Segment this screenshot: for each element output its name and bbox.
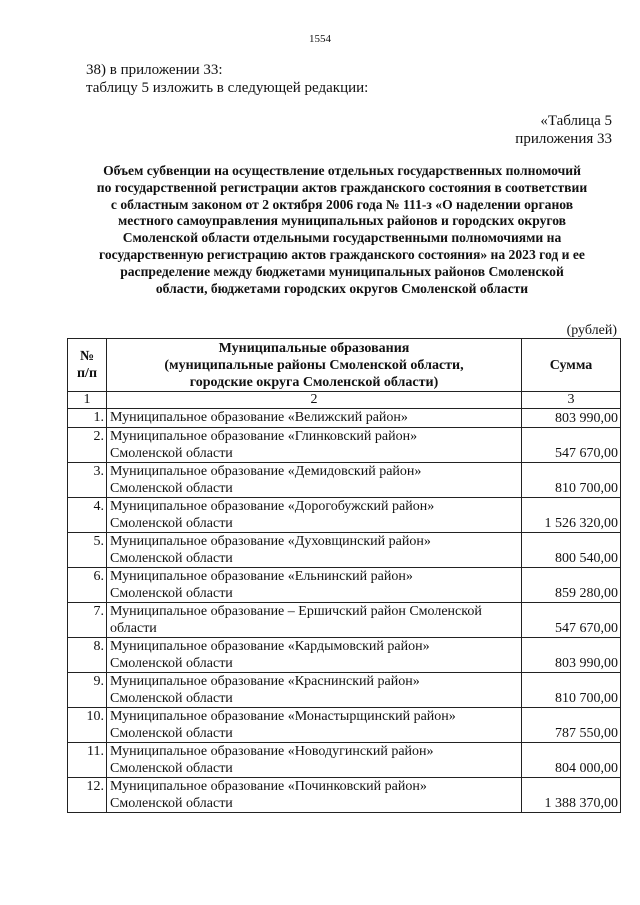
header-number-line-2: п/п — [76, 366, 98, 381]
column-index: 1 — [68, 392, 107, 409]
municipality-name-line-2: Смоленской области — [110, 481, 233, 496]
municipality-name-line-1: Муниципальное образование «Демидовский район» — [110, 464, 422, 479]
table-row — [68, 533, 621, 568]
page-number: 1554 — [309, 33, 331, 45]
row-number: 11. — [68, 743, 107, 778]
municipality-name-line-2: Смоленской области — [110, 516, 233, 531]
header-number-line-1: № — [79, 349, 95, 364]
municipality-name-line-1: Муниципальное образование «Новодугинский район» — [110, 744, 434, 759]
municipality-name — [107, 778, 522, 813]
table-row — [68, 428, 621, 463]
subvention-amount: 859 280,00 — [522, 568, 621, 603]
municipality-name — [107, 743, 522, 778]
header-municipality-line-2: (муниципальные районы Смоленской области, — [164, 357, 464, 373]
municipality-name-line-1: Муниципальное образование «Починковский район» — [110, 779, 427, 794]
row-number: 6. — [68, 568, 107, 603]
subvention-amount: 803 990,00 — [522, 638, 621, 673]
subvention-amount: 804 000,00 — [522, 743, 621, 778]
currency-unit: (рублей) — [566, 323, 617, 338]
row-number: 1. — [68, 409, 107, 428]
row-number: 3. — [68, 463, 107, 498]
municipality-name-line-2: Смоленской области — [110, 656, 233, 671]
table-row — [68, 409, 621, 428]
table-row — [68, 778, 621, 813]
row-number: 7. — [68, 603, 107, 638]
municipality-name-line-1: Муниципальное образование «Глинковский район» — [110, 429, 418, 444]
row-number: 4. — [68, 498, 107, 533]
subvention-amount: 803 990,00 — [522, 409, 621, 428]
row-number: 10. — [68, 708, 107, 743]
table-row — [68, 463, 621, 498]
municipality-name — [107, 533, 522, 568]
municipality-name-line-1: Муниципальное образование – Ершичский район Смоленской — [110, 604, 482, 619]
row-number: 2. — [68, 428, 107, 463]
municipality-name-line-2: Смоленской области — [110, 551, 233, 566]
title-line: Объем субвенции на осуществление отдельных государственных полномочий — [103, 163, 581, 178]
column-index-row — [68, 392, 621, 409]
municipality-name-line-1: Муниципальное образование «Ельнинский район» — [110, 569, 413, 584]
municipality-name-line-2: Смоленской области — [110, 726, 233, 741]
header-municipality — [107, 339, 522, 392]
subvention-table — [67, 338, 621, 813]
row-number: 8. — [68, 638, 107, 673]
row-number: 12. — [68, 778, 107, 813]
municipality-name — [107, 673, 522, 708]
header-municipality-line-3: городские округа Смоленской области) — [189, 374, 439, 390]
intro-line-2: таблицу 5 изложить в следующей редакции: — [86, 80, 369, 96]
municipality-name-line-1: Муниципальное образование «Кардымовский район» — [110, 639, 430, 654]
municipality-name-line-2: области — [110, 621, 157, 636]
title-line: с областным законом от 2 октября 2006 года № 111-з «О наделении органов — [110, 196, 574, 212]
municipality-name-line-1: Муниципальное образование «Монастырщинский район» — [110, 709, 456, 724]
municipality-name-line-2: Смоленской области — [110, 446, 233, 461]
municipality-name-line-1: Муниципальное образование «Краснинский район» — [110, 674, 420, 689]
subvention-amount: 800 540,00 — [522, 533, 621, 568]
subvention-amount: 547 670,00 — [522, 428, 621, 463]
table-row — [68, 568, 621, 603]
table-header-row — [68, 339, 621, 392]
table-row — [68, 708, 621, 743]
municipality-name — [107, 409, 522, 428]
row-number: 9. — [68, 673, 107, 708]
title-line: Смоленской области отдельными государственными полномочиями на — [122, 230, 562, 246]
subvention-amount: 810 700,00 — [522, 463, 621, 498]
municipality-name — [107, 498, 522, 533]
municipality-name — [107, 603, 522, 638]
municipality-name-line-2: Смоленской области — [110, 761, 233, 776]
municipality-name — [107, 463, 522, 498]
municipality-name-line-2: Смоленской области — [110, 691, 233, 706]
municipality-name-line-1: Муниципальное образование «Духовщинский район» — [110, 534, 431, 549]
table-caption-line-2: приложения 33 — [515, 131, 612, 147]
column-index: 3 — [522, 392, 621, 409]
column-index: 2 — [107, 392, 522, 409]
municipality-name-line-1: Муниципальное образование «Велижский район» — [110, 410, 408, 425]
subvention-amount: 1 388 370,00 — [522, 778, 621, 813]
municipality-name-line-2: Смоленской области — [110, 586, 233, 601]
municipality-name-line-2: Смоленской области — [110, 796, 233, 811]
municipality-name — [107, 428, 522, 463]
title-line: области, бюджетами городских округов Смоленской области — [155, 280, 529, 296]
subvention-amount: 810 700,00 — [522, 673, 621, 708]
row-number: 5. — [68, 533, 107, 568]
table-row — [68, 498, 621, 533]
header-number — [68, 339, 107, 392]
table-row — [68, 603, 621, 638]
subvention-amount: 547 670,00 — [522, 603, 621, 638]
table-caption-line-1: «Таблица 5 — [540, 113, 612, 129]
header-sum: Сумма — [522, 339, 621, 392]
title-line: распределение между бюджетами муниципальных районов Смоленской — [120, 263, 564, 279]
header-municipality-line-1: Муниципальные образования — [218, 340, 410, 356]
subvention-amount: 1 526 320,00 — [522, 498, 621, 533]
title-line: местного самоуправления муниципальных районов и городских округов — [117, 213, 567, 229]
municipality-name — [107, 638, 522, 673]
subvention-amount: 787 550,00 — [522, 708, 621, 743]
municipality-name-line-1: Муниципальное образование «Дорогобужский район» — [110, 499, 435, 514]
intro-line-1: 38) в приложении 33: — [86, 62, 223, 78]
document-title — [56, 163, 628, 297]
title-line: государственную регистрацию актов гражданского состояния» на 2023 год и ее — [99, 246, 585, 262]
table-row — [68, 743, 621, 778]
table-row — [68, 638, 621, 673]
title-line: по государственной регистрации актов гражданского состояния в соответствии — [96, 179, 588, 195]
municipality-name — [107, 568, 522, 603]
table-row — [68, 673, 621, 708]
municipality-name — [107, 708, 522, 743]
